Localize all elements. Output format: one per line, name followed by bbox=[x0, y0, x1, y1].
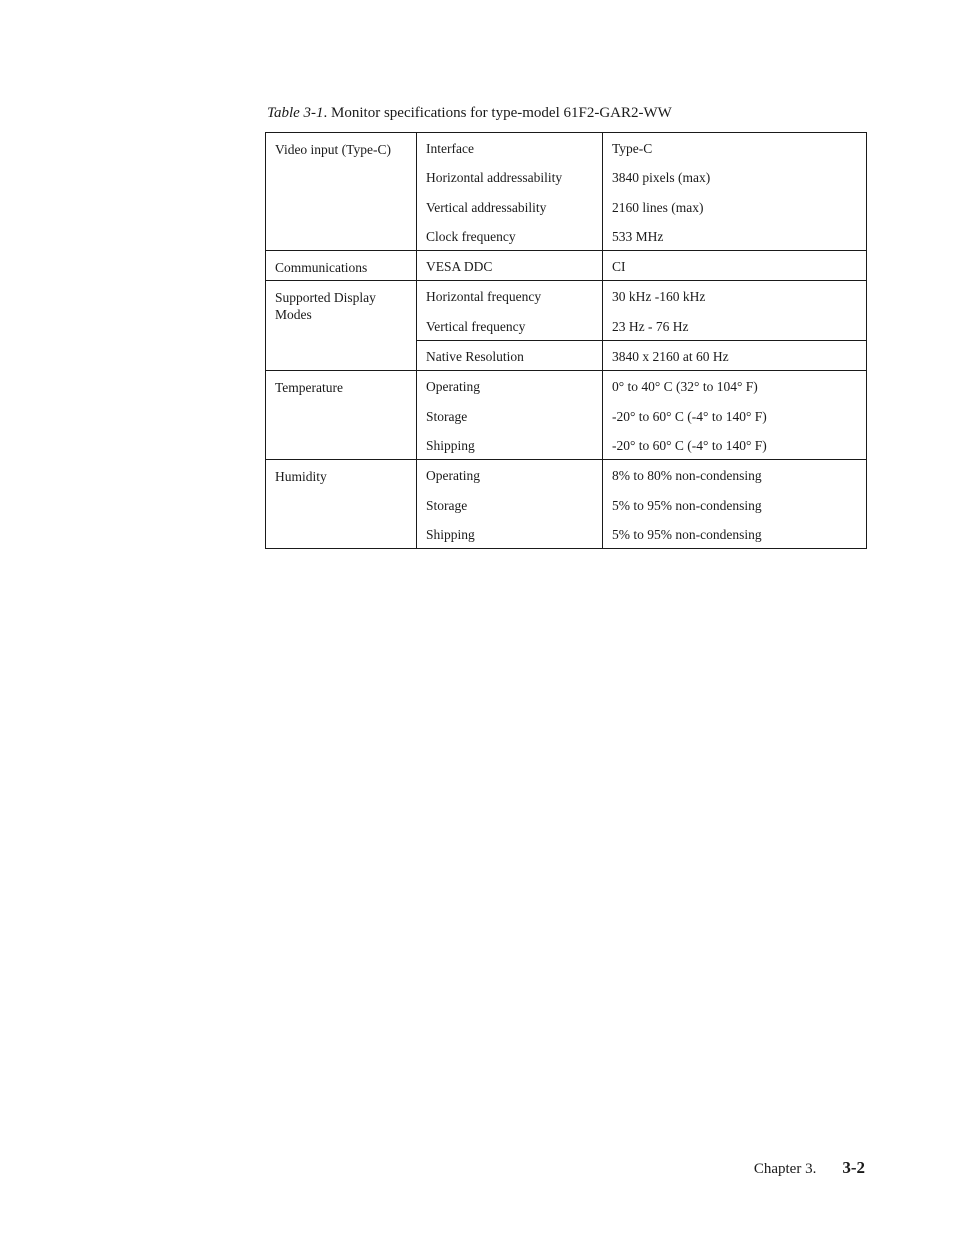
item-label: Interface bbox=[426, 141, 474, 156]
category-cell bbox=[266, 460, 417, 549]
item-label: Storage bbox=[426, 408, 468, 424]
value-text: 0° to 40° C (32° to 104° F) bbox=[612, 379, 758, 395]
value-text: CI bbox=[612, 259, 626, 275]
item-label: VESA DDC bbox=[426, 259, 493, 275]
page-footer bbox=[754, 1158, 865, 1178]
category-cell bbox=[266, 281, 417, 371]
category-label: Supported Display Modes bbox=[275, 290, 376, 323]
category-cell bbox=[266, 251, 417, 281]
value-cell bbox=[603, 371, 867, 460]
item-label: Horizontal frequency bbox=[426, 289, 542, 305]
item-label: Vertical addressability bbox=[426, 199, 547, 215]
value-cell bbox=[603, 251, 867, 281]
item-cell bbox=[417, 133, 603, 251]
table-row bbox=[266, 371, 867, 460]
chapter-label: Chapter 3. bbox=[753, 1161, 817, 1177]
value-text: -20° to 60° C (-4° to 140° F) bbox=[612, 437, 767, 453]
item-label: Storage bbox=[426, 497, 468, 513]
value-cell bbox=[603, 281, 867, 341]
value-text: Type-C bbox=[612, 141, 653, 156]
item-cell bbox=[417, 281, 603, 341]
value-text: 3840 pixels (max) bbox=[612, 170, 711, 186]
value-cell bbox=[603, 133, 867, 251]
value-text: 30 kHz -160 kHz bbox=[612, 289, 706, 305]
value-text: 5% to 95% non-condensing bbox=[612, 497, 762, 513]
table-row bbox=[266, 251, 867, 281]
item-cell bbox=[417, 460, 603, 549]
category-cell bbox=[266, 371, 417, 460]
value-text: 2160 lines (max) bbox=[612, 199, 704, 215]
item-label: Shipping bbox=[426, 437, 475, 453]
value-text: -20° to 60° C (-4° to 140° F) bbox=[612, 408, 767, 424]
value-text: 5% to 95% non-condensing bbox=[612, 526, 762, 542]
item-label: Vertical frequency bbox=[426, 318, 526, 334]
value-cell bbox=[603, 460, 867, 549]
category-label: Communications bbox=[275, 260, 368, 276]
item-label: Operating bbox=[426, 468, 480, 484]
category-label: Video input (Type-C) bbox=[275, 142, 391, 157]
item-cell bbox=[417, 341, 603, 371]
value-text: 533 MHz bbox=[612, 228, 664, 244]
category-label: Humidity bbox=[275, 469, 327, 485]
table-caption bbox=[267, 104, 672, 122]
value-text: 8% to 80% non-condensing bbox=[612, 468, 762, 484]
page-number: 3-2 bbox=[842, 1158, 865, 1177]
category-cell bbox=[266, 133, 417, 251]
item-cell bbox=[417, 371, 603, 460]
category-label: Temperature bbox=[275, 380, 344, 396]
table-row bbox=[266, 281, 867, 341]
table-caption-label: Table 3-1 bbox=[267, 105, 324, 121]
item-label: Native Resolution bbox=[426, 349, 524, 365]
table-caption-text: . Monitor specifications for type-model 61F2-GAR2-WW bbox=[323, 105, 672, 121]
item-label: Operating bbox=[426, 379, 480, 395]
item-label: Shipping bbox=[426, 526, 475, 542]
item-cell bbox=[417, 251, 603, 281]
value-text: 3840 x 2160 at 60 Hz bbox=[612, 349, 729, 365]
value-cell bbox=[603, 341, 867, 371]
table-row bbox=[266, 460, 867, 549]
item-label: Horizontal addressability bbox=[426, 170, 563, 186]
value-text: 23 Hz - 76 Hz bbox=[612, 318, 689, 334]
table-row bbox=[266, 133, 867, 251]
item-label: Clock frequency bbox=[426, 228, 516, 244]
monitor-spec-table bbox=[265, 132, 867, 549]
